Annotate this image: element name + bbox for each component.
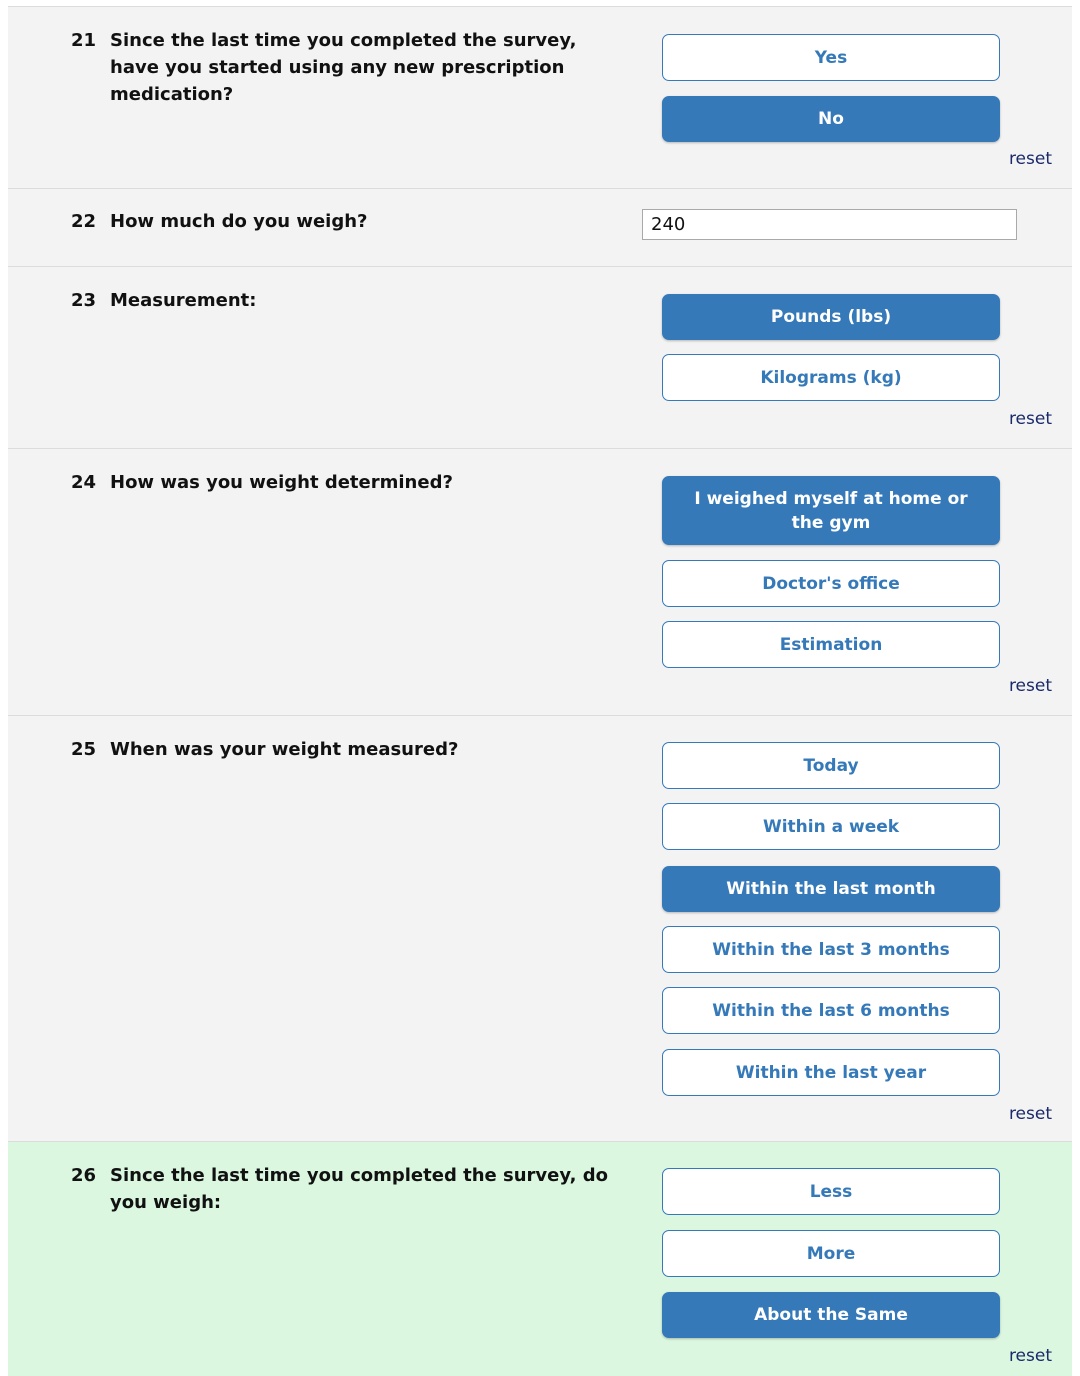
option-doctors-office[interactable]: Doctor's office xyxy=(662,560,1000,607)
question-number: 23 xyxy=(71,290,97,311)
option-yes[interactable]: Yes xyxy=(662,34,1000,81)
question-23 xyxy=(8,266,1072,448)
option-estimation[interactable]: Estimation xyxy=(662,621,1000,668)
question-text: Since the last time you completed the survey, have you started using any new prescription medication? xyxy=(110,30,577,105)
question-number: 25 xyxy=(71,739,97,760)
question-number: 24 xyxy=(71,472,97,493)
question-22 xyxy=(8,188,1072,267)
question-text: How was you weight determined? xyxy=(110,472,453,493)
option-less[interactable]: Less xyxy=(662,1168,1000,1215)
question-21 xyxy=(8,6,1072,188)
weight-input[interactable] xyxy=(642,209,1017,240)
option-within-6-months[interactable]: Within the last 6 months xyxy=(662,987,1000,1034)
reset-link[interactable]: reset xyxy=(1008,676,1052,696)
question-text: Since the last time you completed the survey, do you weigh: xyxy=(110,1165,609,1213)
question-25 xyxy=(8,715,1072,1142)
option-within-month[interactable]: Within the last month xyxy=(662,866,1000,912)
question-24 xyxy=(8,448,1072,715)
reset-link[interactable]: reset xyxy=(1008,1104,1052,1124)
reset-link[interactable]: reset xyxy=(1008,149,1052,169)
option-within-year[interactable]: Within the last year xyxy=(662,1049,1000,1096)
option-kilograms[interactable]: Kilograms (kg) xyxy=(662,354,1000,401)
option-weighed-myself[interactable]: I weighed myself at home or the gym xyxy=(662,476,1000,545)
option-no[interactable]: No xyxy=(662,96,1000,142)
option-pounds[interactable]: Pounds (lbs) xyxy=(662,294,1000,340)
reset-link[interactable]: reset xyxy=(1008,409,1052,429)
option-within-week[interactable]: Within a week xyxy=(662,803,1000,850)
reset-link[interactable]: reset xyxy=(1008,1346,1052,1366)
question-number: 22 xyxy=(71,211,97,232)
option-within-3-months[interactable]: Within the last 3 months xyxy=(662,926,1000,973)
question-number: 21 xyxy=(71,30,97,51)
option-today[interactable]: Today xyxy=(662,742,1000,789)
question-26 xyxy=(8,1141,1072,1376)
survey-form xyxy=(8,0,1072,1376)
option-more[interactable]: More xyxy=(662,1230,1000,1277)
question-text: How much do you weigh? xyxy=(110,211,368,232)
option-about-same[interactable]: About the Same xyxy=(662,1292,1000,1338)
question-text: When was your weight measured? xyxy=(110,739,459,760)
question-number: 26 xyxy=(71,1165,97,1186)
question-text: Measurement: xyxy=(110,290,257,311)
